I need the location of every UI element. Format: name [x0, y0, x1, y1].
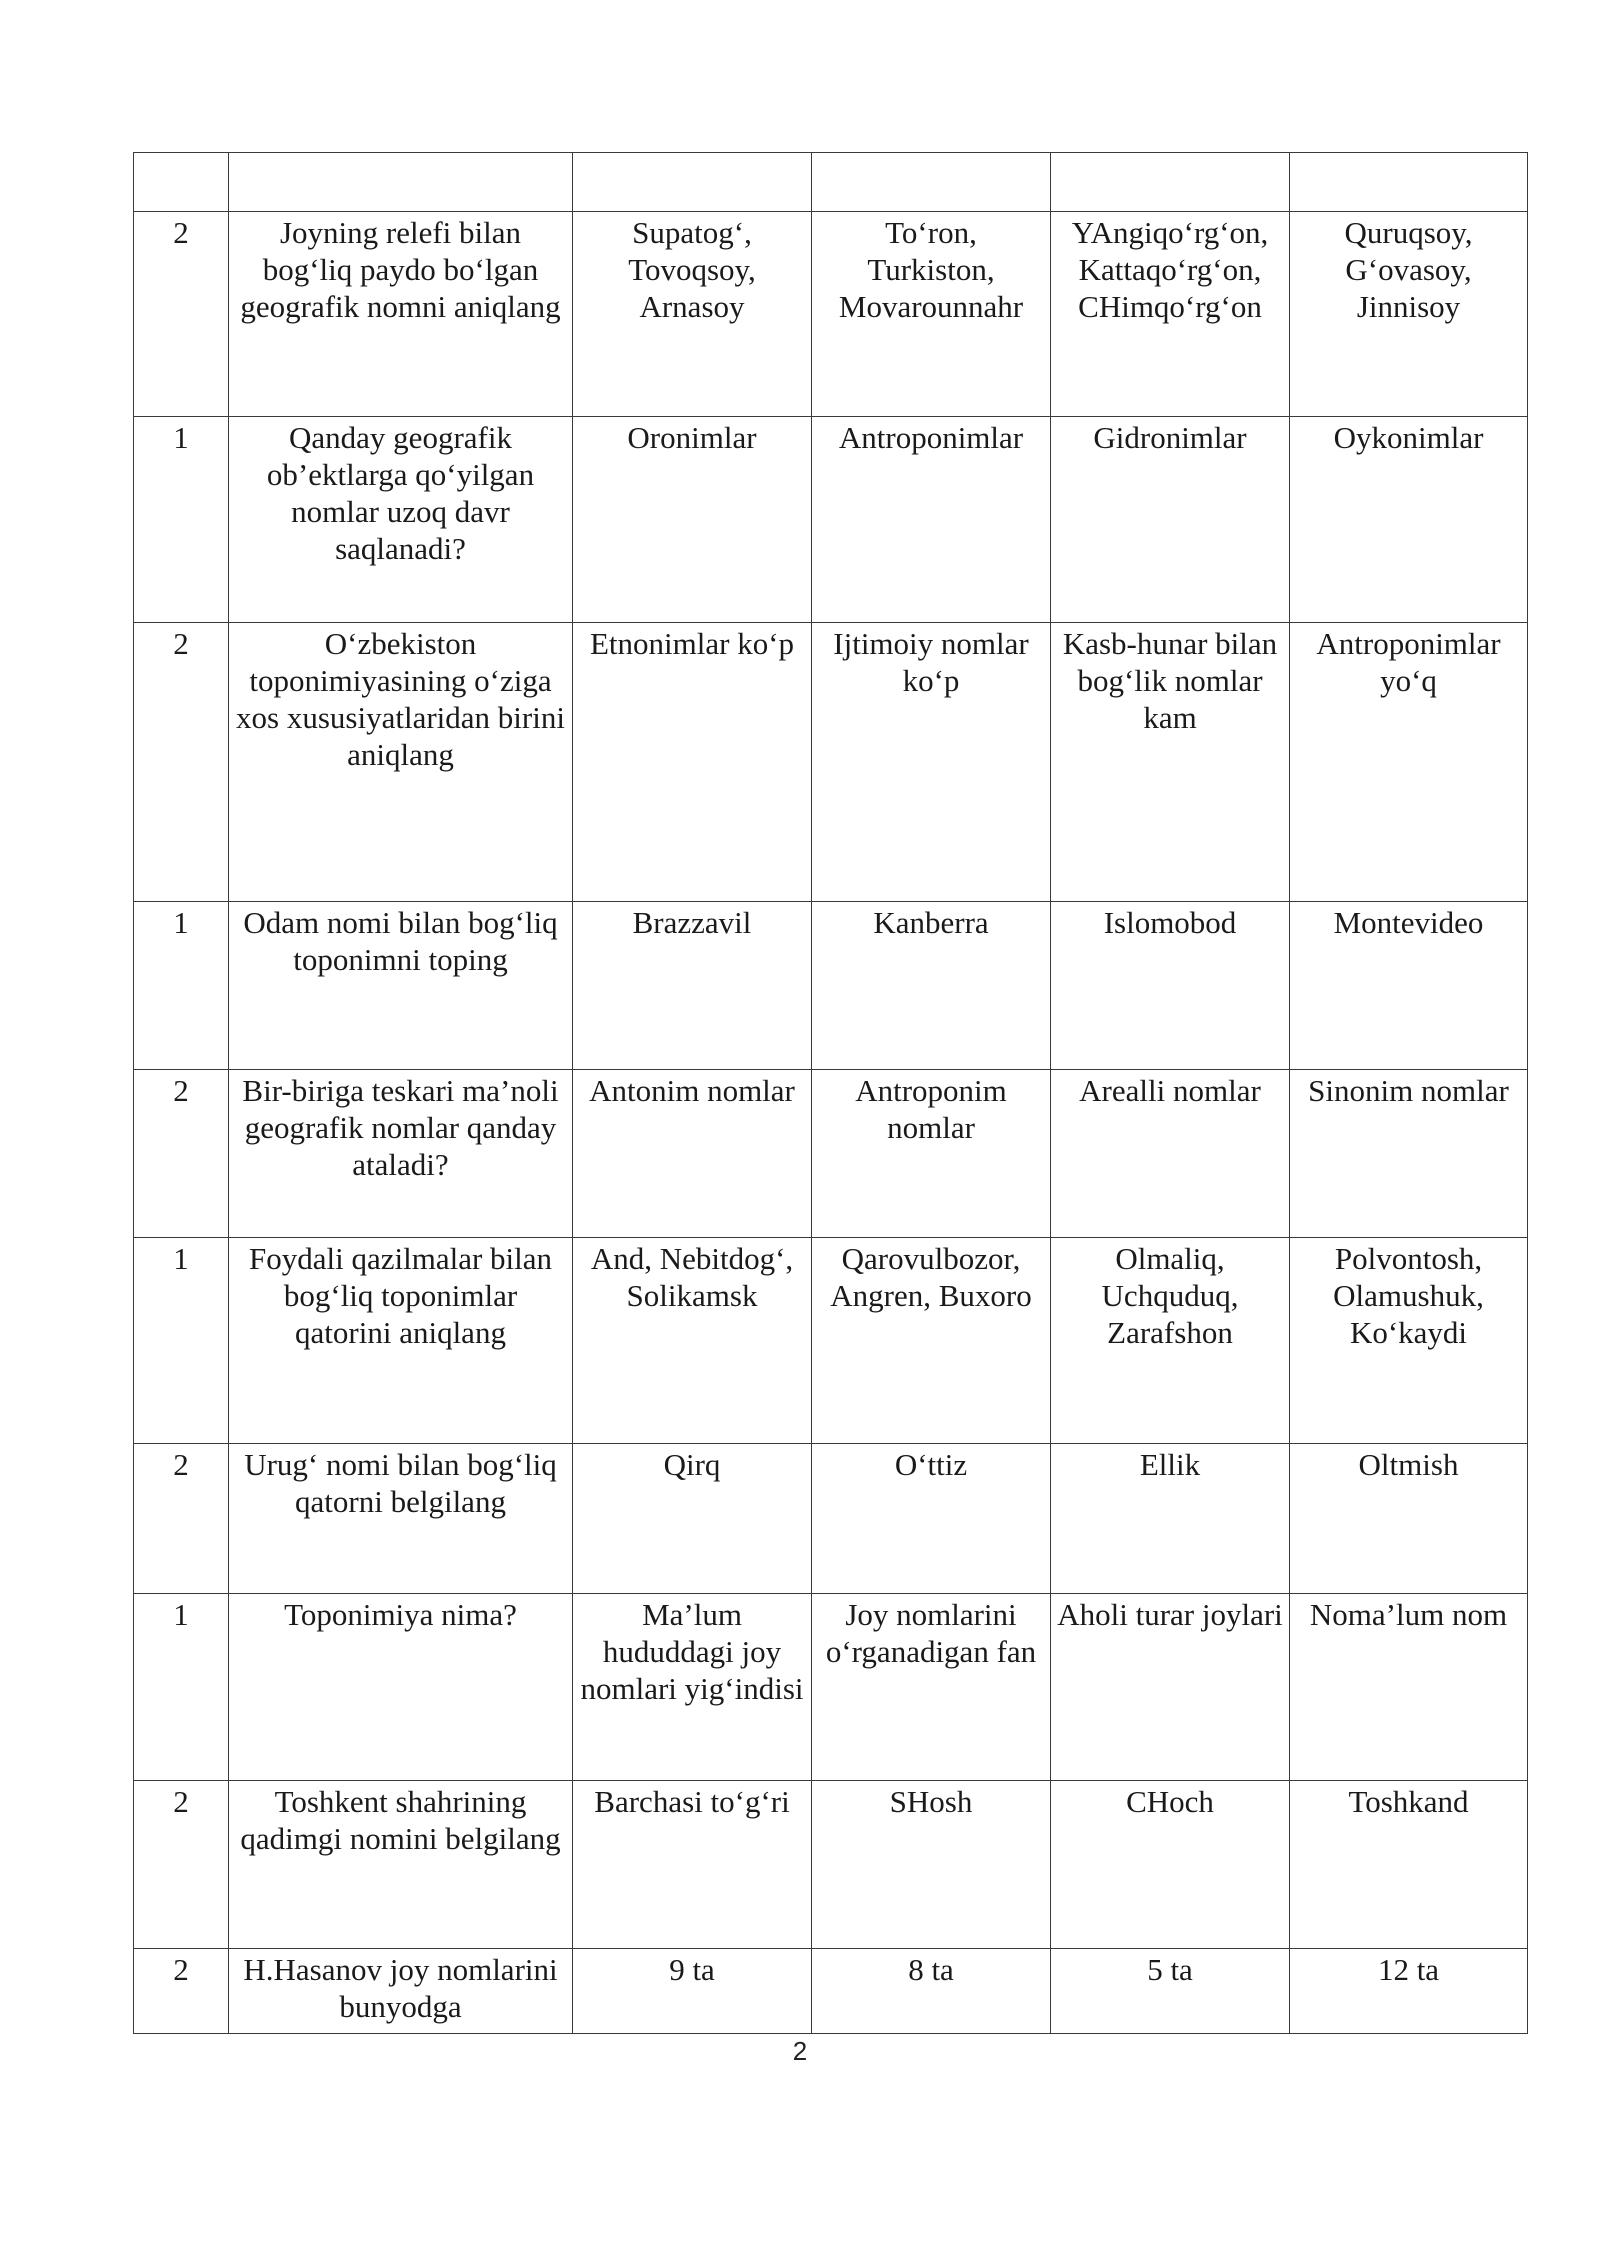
answer-b-cell: Joy nomlarini o‘rganadigan fan — [812, 1594, 1051, 1781]
question-cell: H.Hasanov joy nomlarini bunyodga — [229, 1949, 573, 2034]
level-cell: 2 — [134, 1781, 229, 1949]
answer-b-cell: O‘ttiz — [812, 1444, 1051, 1594]
question-cell: Toshkent shahrining qadimgi nomini belgilang — [229, 1781, 573, 1949]
answer-a-cell — [573, 153, 812, 212]
answer-b-cell: Ijtimoiy nomlar ko‘p — [812, 623, 1051, 902]
answer-a-cell: Brazzavil — [573, 902, 812, 1070]
question-cell: Foydali qazilmalar bilan bog‘liq toponimlar qatorini aniqlang — [229, 1238, 573, 1444]
answer-b-cell: Antroponimlar — [812, 417, 1051, 623]
answer-c-cell: Arealli nomlar — [1051, 1070, 1290, 1238]
answer-c-cell: 5 ta — [1051, 1949, 1290, 2034]
question-cell: Bir-biriga teskari ma’noli geografik nomlar qanday ataladi? — [229, 1070, 573, 1238]
level-cell: 1 — [134, 902, 229, 1070]
level-cell: 2 — [134, 1070, 229, 1238]
answer-b-cell: Kanberra — [812, 902, 1051, 1070]
table-row — [134, 212, 1528, 417]
question-cell: Qanday geografik ob’ektlarga qo‘yilgan nomlar uzoq davr saqlanadi? — [229, 417, 573, 623]
answer-c-cell: YAngiqo‘rg‘on, Kattaqo‘rg‘on, CHimqo‘rg‘on — [1051, 212, 1290, 417]
table-row — [134, 1949, 1528, 2034]
table-row — [134, 623, 1528, 902]
answer-d-cell: Sinonim nomlar — [1290, 1070, 1528, 1238]
level-cell: 1 — [134, 1594, 229, 1781]
answer-b-cell: To‘ron, Turkiston, Movarounnahr — [812, 212, 1051, 417]
answer-a-cell: Barchasi to‘g‘ri — [573, 1781, 812, 1949]
answer-d-cell: Antroponimlar yo‘q — [1290, 623, 1528, 902]
answer-d-cell: Noma’lum nom — [1290, 1594, 1528, 1781]
table-row — [134, 1781, 1528, 1949]
page-number: 2 — [792, 2036, 808, 2066]
answer-a-cell: And, Nebitdog‘, Solikamsk — [573, 1238, 812, 1444]
question-cell: Urug‘ nomi bilan bog‘liq qatorni belgilang — [229, 1444, 573, 1594]
answer-a-cell: Etnonimlar ko‘p — [573, 623, 812, 902]
level-cell: 2 — [134, 1949, 229, 2034]
answer-d-cell: Quruqsoy, G‘ovasoy, Jinnisoy — [1290, 212, 1528, 417]
answer-a-cell: Antonim nomlar — [573, 1070, 812, 1238]
answer-c-cell: CHoch — [1051, 1781, 1290, 1949]
question-cell: O‘zbekiston toponimiyasining o‘ziga xos xususiyatlaridan birini aniqlang — [229, 623, 573, 902]
answer-b-cell: SHosh — [812, 1781, 1051, 1949]
table-row — [134, 417, 1528, 623]
answer-d-cell: 12 ta — [1290, 1949, 1528, 2034]
level-cell: 2 — [134, 1444, 229, 1594]
answer-a-cell: Ma’lum hududdagi joy nomlari yig‘indisi — [573, 1594, 812, 1781]
answer-d-cell: Toshkand — [1290, 1781, 1528, 1949]
answer-d-cell: Polvontosh, Olamushuk, Ko‘kaydi — [1290, 1238, 1528, 1444]
level-cell: 2 — [134, 212, 229, 417]
level-cell: 2 — [134, 623, 229, 902]
question-cell: Odam nomi bilan bog‘liq toponimni toping — [229, 902, 573, 1070]
answer-b-cell: Antroponim nomlar — [812, 1070, 1051, 1238]
question-cell — [229, 153, 573, 212]
table-row — [134, 1594, 1528, 1781]
answer-c-cell: Islomobod — [1051, 902, 1290, 1070]
answer-c-cell: Kasb-hunar bilan bog‘lik nomlar kam — [1051, 623, 1290, 902]
table-row — [134, 1070, 1528, 1238]
answer-d-cell: Oykonimlar — [1290, 417, 1528, 623]
answer-c-cell: Gidronimlar — [1051, 417, 1290, 623]
answer-b-cell: Qarovulbozor, Angren, Buxoro — [812, 1238, 1051, 1444]
answer-d-cell: Oltmish — [1290, 1444, 1528, 1594]
answer-c-cell: Olmaliq, Uchquduq, Zarafshon — [1051, 1238, 1290, 1444]
answer-a-cell: Qirq — [573, 1444, 812, 1594]
table-row-header-blank — [134, 153, 1528, 212]
level-cell: 1 — [134, 1238, 229, 1444]
answer-a-cell: Oronimlar — [573, 417, 812, 623]
question-cell: Joyning relefi bilan bog‘liq paydo bo‘lgan geografik nomni aniqlang — [229, 212, 573, 417]
table-row — [134, 902, 1528, 1070]
answer-d-cell — [1290, 153, 1528, 212]
answer-c-cell — [1051, 153, 1290, 212]
level-cell — [134, 153, 229, 212]
answer-c-cell: Aholi turar joylari — [1051, 1594, 1290, 1781]
answer-c-cell: Ellik — [1051, 1444, 1290, 1594]
answer-b-cell: 8 ta — [812, 1949, 1051, 2034]
table-row — [134, 1444, 1528, 1594]
answer-a-cell: 9 ta — [573, 1949, 812, 2034]
table-row — [134, 1238, 1528, 1444]
level-cell: 1 — [134, 417, 229, 623]
answer-d-cell: Montevideo — [1290, 902, 1528, 1070]
question-cell: Toponimiya nima? — [229, 1594, 573, 1781]
answer-b-cell — [812, 153, 1051, 212]
answer-a-cell: Supatog‘, Tovoqsoy, Arnasoy — [573, 212, 812, 417]
quiz-table — [133, 152, 1528, 2034]
